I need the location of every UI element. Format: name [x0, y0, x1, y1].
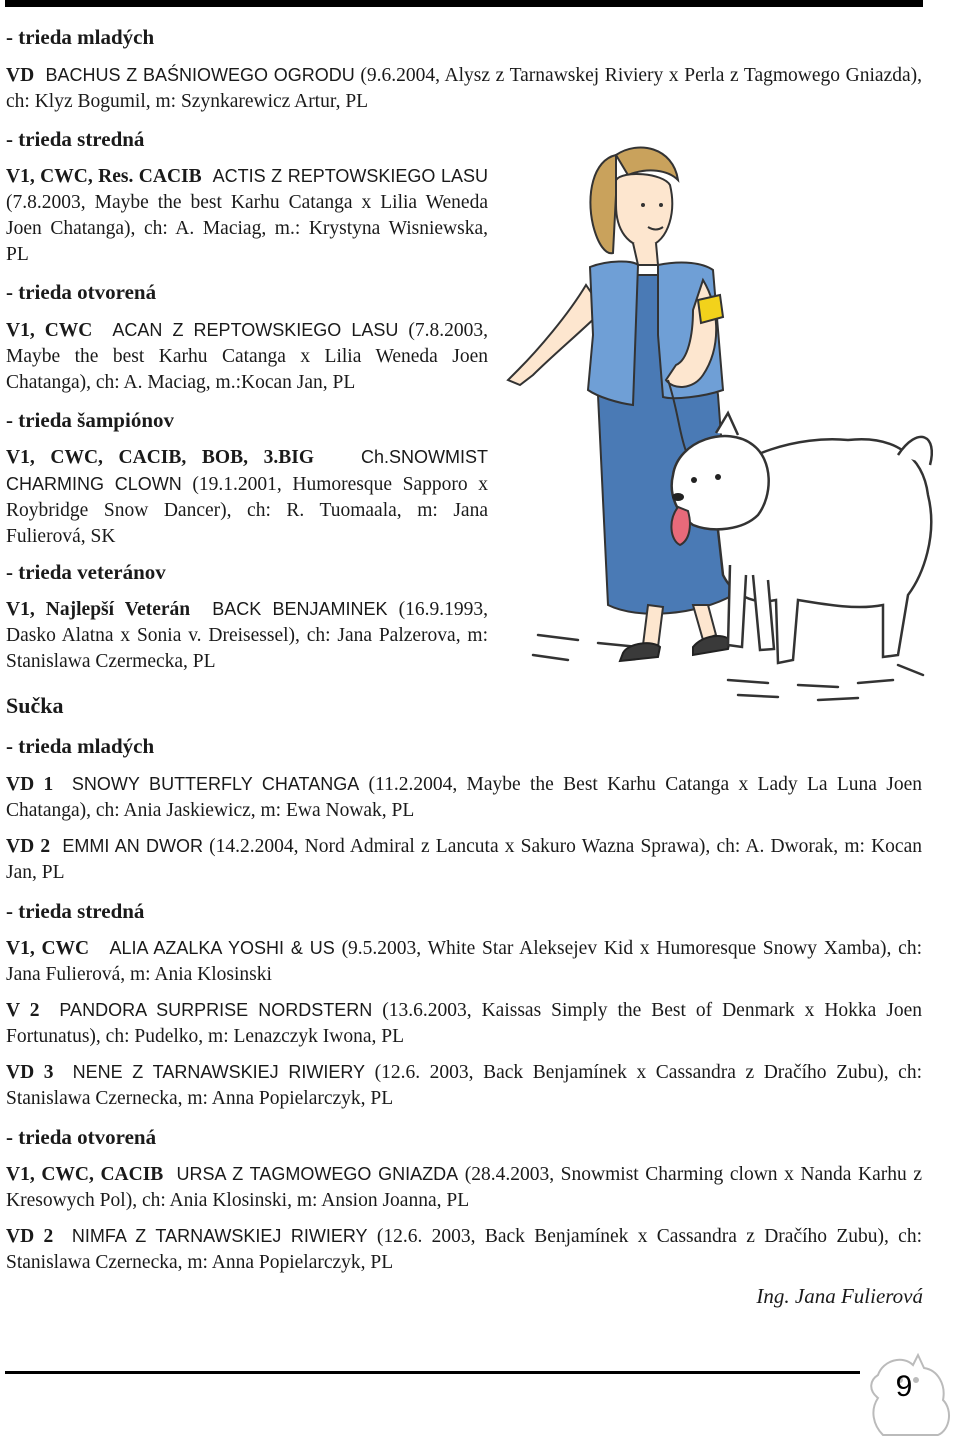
- section-heading-middle-male: - trieda stredná: [6, 127, 145, 151]
- entry-female-young-2: [6, 833, 922, 886]
- top-rule: [5, 0, 923, 7]
- entry-details: (14.2.2004, Nord Admiral z Lancuta x Sakuro Wazna Sprawa), ch: A. Dworak, m: Kocan Jan, PL: [6, 836, 922, 883]
- dog-name: BACHUS Z BAŚNIOWEGO OGRODU: [45, 65, 355, 85]
- entry-award: VD: [6, 65, 35, 86]
- entry-award: V1, Najlepší Veterán: [6, 599, 191, 620]
- entry-male-veteran-1: [6, 596, 488, 675]
- entry-details: (12.6. 2003, Back Benjamínek x Cassandra z Dračího Zubu), ch: Stanislawa Czernecka, m: Anna Popielarczyk, PL: [6, 1226, 922, 1273]
- dog-name: SNOWY BUTTERFLY CHATANGA: [71, 774, 360, 794]
- section-heading-open-male: - trieda otvorená: [6, 280, 157, 304]
- page-number: 9: [895, 1370, 913, 1403]
- dog-name: EMMI AN DWOR: [62, 836, 203, 856]
- section-heading-champion-male: - trieda šampiónov: [6, 408, 174, 432]
- dog-name: BACK BENJAMINEK: [212, 599, 388, 619]
- section-heading-young-male: - trieda mladých: [6, 25, 155, 49]
- section-heading-open-female: - trieda otvorená: [6, 1125, 157, 1149]
- entry-details: (7.8.2003, Maybe the best Karhu Catanga x Lilia Weneda Joen Chatanga), ch: A. Maciag, m.:Kocan Jan, PL: [6, 320, 488, 393]
- dog-name: ACAN Z REPTOWSKIEGO LASU: [112, 320, 399, 340]
- section-heading-middle-female: - trieda stredná: [6, 899, 145, 923]
- entry-female-young-1: [6, 771, 922, 824]
- section-heading-young-female: - trieda mladých: [6, 734, 155, 758]
- dog-name: URSA Z TAGMOWEGO GNIAZDA: [176, 1164, 459, 1184]
- entry-details: (28.4.2003, Snowmist Charming clown x Nanda Karhu z Kresowych Pol), ch: Ania Klosinski, m: Ansion Joanna, PL: [6, 1164, 923, 1211]
- entry-award: V1, CWC, Res. CACIB: [6, 166, 202, 187]
- section-heading-veteran-male: - trieda veteránov: [6, 560, 166, 584]
- entry-details: (19.1.2001, Humoresque Sapporo x Roybridge Snow Dancer), ch: R. Tuomaala, m: Jana Fulierová, SK: [6, 474, 488, 547]
- entry-male-middle-1: [6, 163, 488, 268]
- entry-female-open-1: [6, 1161, 922, 1214]
- dog-name: NENE Z TARNAWSKIEJ RIWIERY: [72, 1062, 366, 1082]
- dog-name: NIMFA Z TARNAWSKIEJ RIWIERY: [71, 1226, 368, 1246]
- entry-details: (13.6.2003, Kaissas Simply the Best of Denmark x Hokka Joen Fortunatus), ch: Pudelko, m: Lenazczyk Iwona, PL: [6, 1000, 923, 1047]
- entry-award: V1, CWC: [6, 938, 90, 959]
- entry-details: (11.2.2004, Maybe the Best Karhu Catanga x Lady La Luna Joen Chatanga), ch: Ania Jaskiewicz, m: Ewa Nowak, PL: [6, 774, 922, 821]
- dog-name: ALIA AZALKA YOSHI & US: [109, 938, 335, 958]
- entry-award: V 2: [6, 1000, 40, 1021]
- female-section-title: Sučka: [6, 693, 64, 718]
- entry-award: V1, CWC, CACIB, BOB, 3.BIG: [6, 447, 315, 468]
- entry-details: (9.6.2004, Alysz z Tarnawskej Riviery x Perla z Tagmowego Gniazda), ch: Klyz Bogumil, m: Szynkarewicz Artur, PL: [6, 65, 923, 112]
- entry-details: (7.8.2003, Maybe the best Karhu Catanga x Lilia Weneda Joen Chatanga), ch: A. Maciag, m.: Krystyna Wisniewska, PL: [6, 192, 488, 265]
- entry-male-champion-1: [6, 444, 488, 550]
- entry-male-open-1: [6, 317, 488, 396]
- entry-award: VD 2: [6, 836, 51, 857]
- dog-name: Ch.SNOWMIST CHARMING CLOWN: [6, 447, 488, 494]
- entry-female-middle-2: [6, 997, 922, 1050]
- entry-female-middle-1: [6, 935, 922, 988]
- entry-award: VD 3: [6, 1062, 54, 1083]
- entry-details: (9.5.2003, White Star Aleksejev Kid x Humoresque Snowy Xamba), ch: Jana Fulierová, m: Ania Klosinski: [6, 938, 923, 985]
- entry-female-open-2: [6, 1223, 922, 1276]
- entry-female-middle-3: [6, 1059, 922, 1112]
- entry-award: VD 2: [6, 1226, 54, 1247]
- entry-award: V1, CWC: [6, 320, 93, 341]
- entry-award: VD 1: [6, 774, 54, 795]
- author-signature: Ing. Jana Fulierová: [756, 1284, 923, 1308]
- dog-name: ACTIS Z REPTOWSKIEGO LASU: [212, 166, 489, 186]
- bottom-rule: [5, 1371, 860, 1374]
- entry-award: V1, CWC, CACIB: [6, 1164, 164, 1185]
- entry-details: (16.9.1993, Dasko Alatna x Sonia v. Dreisessel), ch: Jana Palzerova, m: Stanislawa Czermecka, PL: [6, 599, 488, 672]
- entry-details: (12.6. 2003, Back Benjamínek x Cassandra z Dračího Zubu), ch: Stanislawa Czernecka, m: Anna Popielarczyk, PL: [6, 1062, 922, 1109]
- entry-male-young-1: [6, 62, 922, 115]
- dog-name: PANDORA SURPRISE NORDSTERN: [59, 1000, 373, 1020]
- woman-with-dog-illustration: [498, 135, 938, 715]
